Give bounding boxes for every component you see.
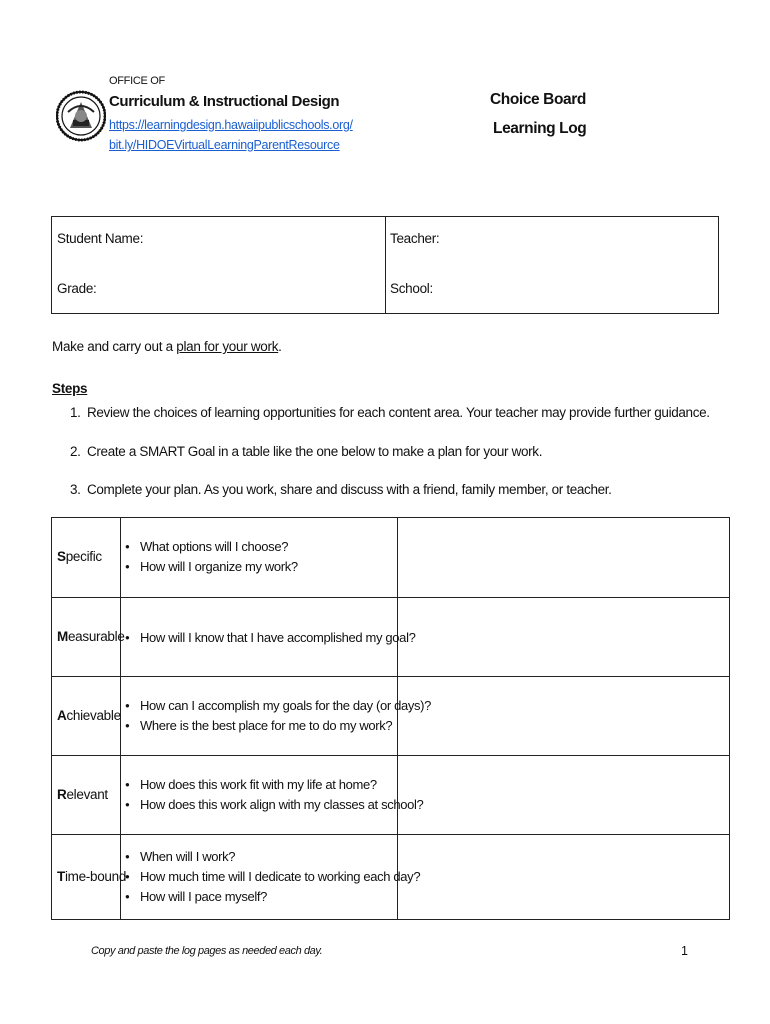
student-info-box bbox=[51, 216, 719, 314]
bullet-item: ● How can I accomplish my goals for the day (or days)? bbox=[125, 696, 431, 716]
smart-bullets bbox=[125, 696, 431, 736]
bullet-item: ● What options will I choose? bbox=[125, 537, 298, 557]
state-seal-icon bbox=[56, 76, 106, 156]
smart-row-time-bound bbox=[52, 834, 729, 920]
teacher-label: Teacher: bbox=[390, 231, 440, 246]
step-item bbox=[70, 405, 710, 420]
step-text: Create a SMART Goal in a table like the one below to make a plan for your work. bbox=[87, 444, 543, 459]
smart-label: Time-bound bbox=[57, 869, 127, 884]
bullet-item: ● Where is the best place for me to do my work? bbox=[125, 716, 431, 736]
document-title-line2: Learning Log bbox=[493, 120, 587, 137]
info-divider bbox=[385, 217, 386, 313]
page-number: 1 bbox=[681, 944, 688, 958]
intro-text bbox=[52, 339, 282, 354]
bullet-item: ● How does this work fit with my life at home? bbox=[125, 775, 423, 795]
smart-label: Specific bbox=[57, 549, 102, 564]
grade-label: Grade: bbox=[57, 281, 97, 296]
smart-row-relevant bbox=[52, 755, 729, 835]
smart-bullets bbox=[125, 847, 420, 907]
smart-row-specific bbox=[52, 518, 729, 597]
response-cell[interactable] bbox=[398, 756, 728, 835]
smart-label: Achievable bbox=[57, 708, 121, 723]
bullet-item: ● How much time will I dedicate to working each day? bbox=[125, 867, 420, 887]
step-text: Review the choices of learning opportunities for each content area. Your teacher may provide further guidance. bbox=[87, 405, 710, 420]
step-number: 1. bbox=[70, 405, 81, 420]
bullet-item: ● How will I pace myself? bbox=[125, 887, 420, 907]
smart-label: Measurable bbox=[57, 629, 125, 644]
office-name: Curriculum & Instructional Design bbox=[109, 93, 340, 110]
smart-row-measurable bbox=[52, 597, 729, 677]
bullet-item: ● How will I organize my work? bbox=[125, 557, 298, 577]
smart-row-achievable bbox=[52, 676, 729, 756]
step-text: Complete your plan. As you work, share and discuss with a friend, family member, or teacher. bbox=[87, 482, 612, 497]
footer-note: Copy and paste the log pages as needed each day. bbox=[91, 945, 323, 957]
office-of-label: OFFICE OF bbox=[109, 75, 165, 87]
learning-design-link[interactable]: https://learningdesign.hawaiipublicschools.org/ bbox=[109, 118, 353, 132]
school-label: School: bbox=[390, 281, 433, 296]
smart-bullets bbox=[125, 537, 298, 577]
plan-for-your-work-link[interactable]: plan for your work bbox=[176, 339, 279, 354]
bullet-item: ● How does this work align with my classes at school? bbox=[125, 795, 423, 815]
intro-prefix: Make and carry out a bbox=[52, 339, 177, 354]
smart-bullets bbox=[125, 628, 415, 648]
intro-suffix: . bbox=[278, 339, 282, 354]
response-cell[interactable] bbox=[398, 677, 728, 756]
step-item bbox=[70, 444, 542, 459]
smart-goal-table bbox=[51, 517, 730, 920]
student-name-label: Student Name: bbox=[57, 231, 144, 246]
response-cell[interactable] bbox=[398, 518, 728, 597]
smart-bullets bbox=[125, 775, 423, 815]
parent-resource-link[interactable]: bit.ly/HIDOEVirtualLearningParentResource bbox=[109, 138, 340, 152]
response-cell[interactable] bbox=[398, 598, 728, 677]
steps-heading: Steps bbox=[52, 381, 88, 396]
step-number: 3. bbox=[70, 482, 81, 497]
bullet-item: ● How will I know that I have accomplished my goal? bbox=[125, 628, 415, 648]
step-number: 2. bbox=[70, 444, 81, 459]
response-cell[interactable] bbox=[398, 835, 728, 919]
bullet-item: ● When will I work? bbox=[125, 847, 420, 867]
smart-label: Relevant bbox=[57, 787, 108, 802]
step-item bbox=[70, 482, 612, 497]
document-title-line1: Choice Board bbox=[490, 91, 586, 108]
